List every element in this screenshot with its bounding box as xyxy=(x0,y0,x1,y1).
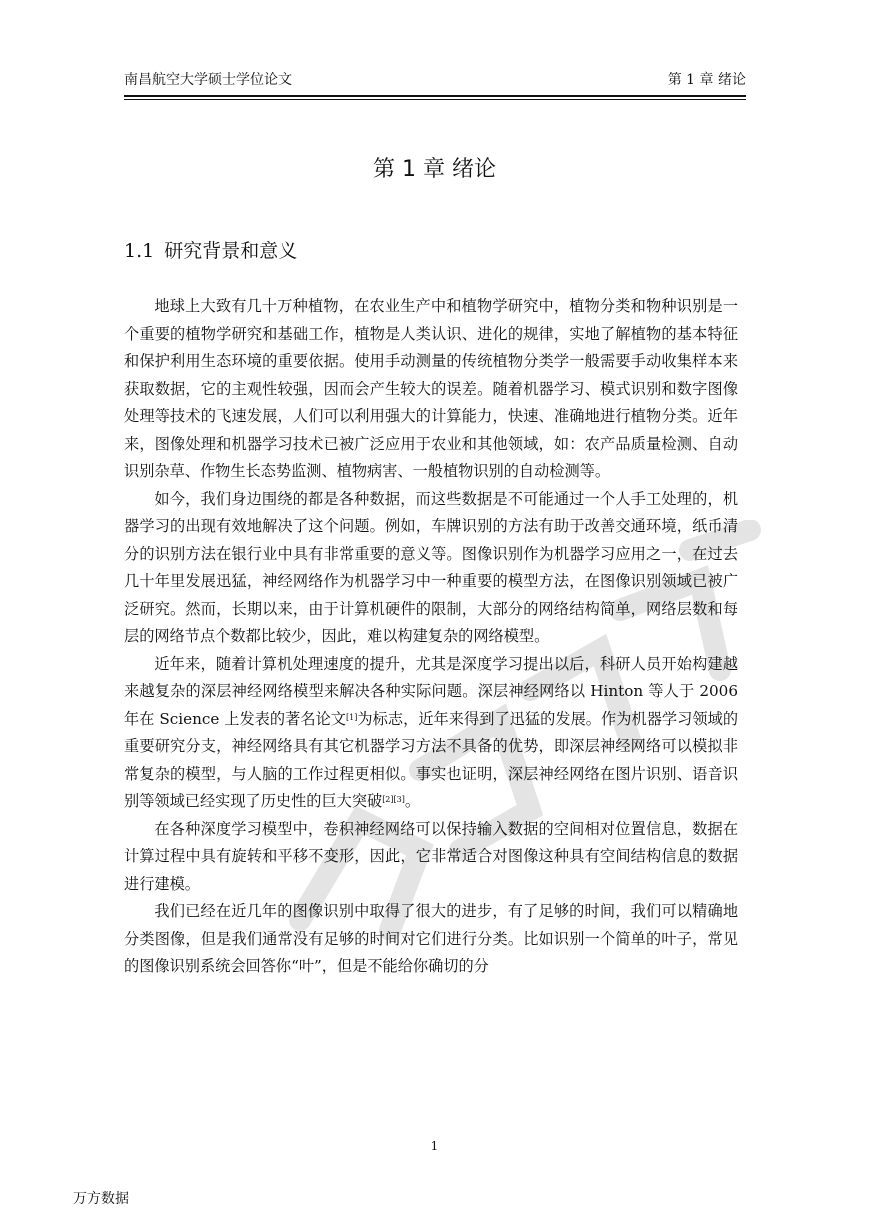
page-number: 1 xyxy=(430,1139,439,1153)
paragraph-3-part-c: 。 xyxy=(404,792,421,810)
header-rule-thick xyxy=(124,95,746,97)
chapter-title: 第 1 章 绪论 xyxy=(373,157,496,182)
paragraph-3 xyxy=(124,651,738,816)
running-header xyxy=(124,68,746,92)
paragraph-2: 如今，我们身边围绕的都是各种数据，而这些数据是不可能通过一个人手工处理的，机器学习的出现有效地解决了这个问题。例如，车牌识别的方法有助于改善交通环境，纸币清分的识别方法在银行业中具有非常重要的意义等。图像识别作为机器学习应用之一，在过去几十年里发展迅猛，神经网络作为机器学习中一种重要的模型方法，在图像识别领域已被广泛研究。然而，长期以来，由于计算机硬件的限制，大部分的网络结构简单，网络层数和每层的网络节点个数都比较少，因此，难以构建复杂的网络模型。 xyxy=(124,489,738,645)
paragraph-3-part-a: 近年来，随着计算机处理速度的提升，尤其是深度学习提出以后，科研人员开始构建越来越复杂的深层神经网络模型来解决各种实际问题。深层神经网络以 Hinton 等人于 2006 年在 Science 上发表的著名论文 xyxy=(124,654,738,728)
header-thesis-title: 南昌航空大学硕士学位论文 xyxy=(124,72,292,88)
citation-2-3[interactable]: [2][3] xyxy=(382,795,405,804)
section-title-text: 研究背景和意义 xyxy=(164,240,298,262)
paragraph-4: 在各种深度学习模型中，卷积神经网络可以保持输入数据的空间相对位置信息，数据在计算过程中具有旋转和平移不变形，因此，它非常适合对图像这种具有空间结构信息的数据进行建模。 xyxy=(124,819,738,893)
paragraph-1: 地球上大致有几十万种植物，在农业生产中和植物学研究中，植物分类和物种识别是一个重要的植物学研究和基础工作，植物是人类认识、进化的规律，实地了解植物的基本特征和保护利用生态环境的重要依据。使用手动测量的传统植物分类学一般需要手动收集样本来获取数据，它的主观性较强，因而会产生较大的误差。随着机器学习、模式识别和数字图像处理等技术的飞速发展，人们可以利用强大的计算能力，快速、准确地进行植物分类。近年来，图像处理和机器学习技术已被广泛应用于农业和其他领域，如：农产品质量检测、自动识别杂草、作物生长态势监测、植物病害、一般植物识别的自动检测等。 xyxy=(124,297,738,480)
paragraph-5: 我们已经在近几年的图像识别中取得了很大的进步，有了足够的时间，我们可以精确地分类图像，但是我们通常没有足够的时间对它们进行分类。比如识别一个简单的叶子，常见的图像识别系统会回答你“叶”，但是不能给你确切的分 xyxy=(124,902,738,975)
paragraph-3-part-b: 为标志，近年来得到了迅猛的发展。作为机器学习领域的重要研究分支，神经网络具有其它机器学习方法不具备的优势，即深层神经网络可以模拟非常复杂的模型，与人脑的工作过程更相似。事实也证明，深层神经网络在图片识别、语音识别等领域已经实现了历史性的巨大突破 xyxy=(124,709,739,810)
header-rule-thin xyxy=(124,99,746,100)
header-chapter-label: 第 1 章 绪论 xyxy=(667,72,746,88)
body-text xyxy=(124,293,738,981)
citation-1[interactable]: [1] xyxy=(346,712,358,722)
section-number: 1.1 xyxy=(124,240,155,262)
footer-brand: 万方数据 xyxy=(73,1191,129,1207)
section-heading xyxy=(124,238,297,264)
